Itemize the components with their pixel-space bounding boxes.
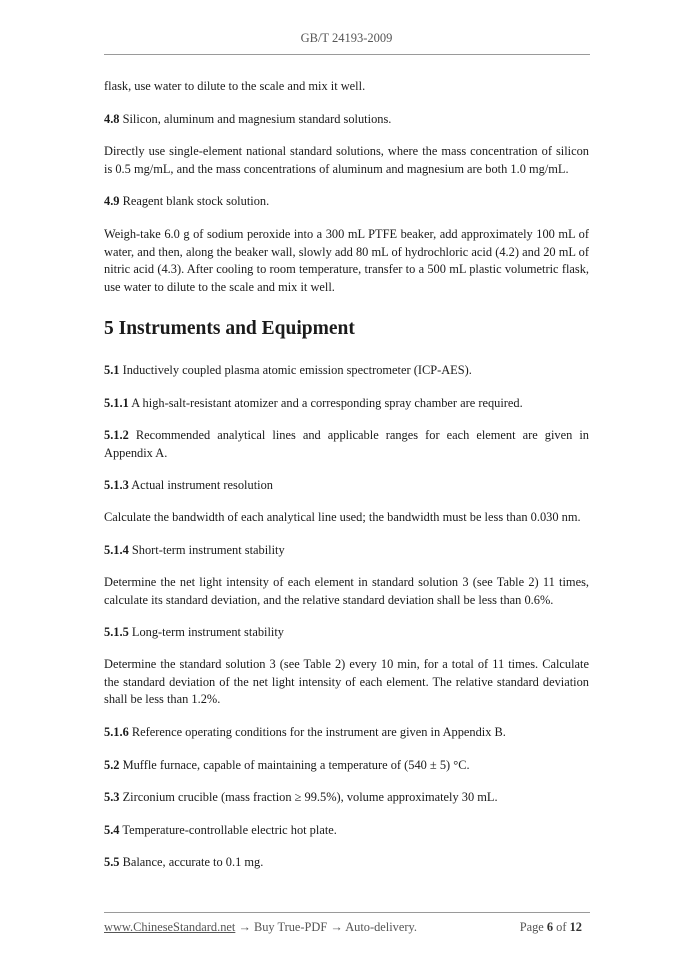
paragraph-bandwidth: Calculate the bandwidth of each analytical line used; the bandwidth must be less than 0.030 nm. bbox=[104, 510, 581, 524]
clause-number: 5.4 bbox=[104, 823, 120, 837]
arrow-icon: → bbox=[327, 920, 346, 934]
site-link[interactable]: www.ChineseStandard.net bbox=[104, 920, 236, 934]
paragraph-flask-dilution: flask, use water to dilute to the scale and mix it well. bbox=[104, 79, 366, 93]
clause-text: Silicon, aluminum and magnesium standard solutions. bbox=[119, 112, 392, 126]
clause-4-8 bbox=[104, 111, 589, 129]
page-of-label: of bbox=[553, 920, 570, 934]
page-label: Page bbox=[519, 920, 547, 934]
clause-number: 5.1.3 bbox=[104, 478, 129, 492]
clause-5-1-4 bbox=[104, 542, 589, 560]
page-footer bbox=[104, 920, 590, 935]
arrow-icon: → bbox=[235, 920, 254, 934]
clause-5-1-1 bbox=[104, 395, 589, 413]
clause-text: Balance, accurate to 0.1 mg. bbox=[119, 855, 264, 869]
clause-5-1-2 bbox=[104, 427, 589, 462]
clause-text: A high-salt-resistant atomizer and a corresponding spray chamber are required. bbox=[128, 396, 523, 410]
clause-5-2 bbox=[104, 757, 589, 775]
paragraph-long-term-stability: Determine the standard solution 3 (see Table 2) every 10 min, for a total of 11 times. Calculate the standard deviation of the net light intensity of each element. The relative standard deviation shall be less than 1.2%. bbox=[104, 657, 589, 707]
paragraph-blank-stock-preparation: Weigh-take 6.0 g of sodium peroxide into a 300 mL PTFE beaker, add approximately 100 mL of water, and then, along the beaker wall, slowly add 80 mL of hydrochloric acid (4.2) and 20 mL of nitric acid (4.3). After cooling to room temperature, transfer to a 500 mL plastic volumetric flask, use water to dilute to the scale and mix it well. bbox=[104, 227, 589, 294]
page-number bbox=[520, 920, 582, 935]
page-current: 6 bbox=[546, 920, 554, 934]
clause-5-4 bbox=[104, 822, 589, 840]
clause-5-3 bbox=[104, 789, 589, 807]
clause-number: 5.1.2 bbox=[104, 428, 129, 442]
clause-text: Muffle furnace, capable of maintaining a temperature of (540 ± 5) °C. bbox=[119, 758, 470, 772]
footer-divider bbox=[104, 912, 590, 913]
clause-5-1-3 bbox=[104, 477, 589, 495]
clause-number: 5.1.5 bbox=[104, 625, 129, 639]
clause-5-1 bbox=[104, 362, 589, 380]
clause-text: Actual instrument resolution bbox=[128, 478, 273, 492]
clause-text: Long-term instrument stability bbox=[128, 625, 284, 639]
clause-5-1-5 bbox=[104, 624, 589, 642]
document-header: GB/T 24193-2009 bbox=[300, 31, 393, 45]
page-total: 12 bbox=[569, 920, 582, 934]
clause-5-5 bbox=[104, 854, 589, 872]
clause-number: 4.9 bbox=[104, 194, 120, 208]
buy-true-pdf-link[interactable]: Buy True-PDF bbox=[253, 920, 328, 934]
section-heading: 5 Instruments and Equipment bbox=[104, 318, 355, 339]
clause-text: Reagent blank stock solution. bbox=[119, 194, 270, 208]
paragraph-short-term-stability: Determine the net light intensity of each element in standard solution 3 (see Table 2) 11 times, calculate its standard deviation, and the relative standard deviation shall be less than 0.6%. bbox=[104, 575, 589, 607]
clause-number: 4.8 bbox=[104, 112, 120, 126]
auto-delivery-text: Auto-delivery. bbox=[345, 920, 417, 934]
clause-number: 5.1 bbox=[104, 363, 120, 377]
clause-text: Short-term instrument stability bbox=[128, 543, 285, 557]
paragraph-standard-solutions: Directly use single-element national standard solutions, where the mass concentration of silicon is 0.5 mg/mL, and the mass concentrations of aluminum and magnesium are both 1.0 mg/mL. bbox=[104, 144, 589, 176]
clause-5-1-6 bbox=[104, 724, 589, 742]
clause-number: 5.1.1 bbox=[104, 396, 129, 410]
clause-text: Recommended analytical lines and applicable ranges for each element are given in Appendix A. bbox=[104, 428, 589, 460]
clause-text: Reference operating conditions for the instrument are given in Appendix B. bbox=[128, 725, 506, 739]
clause-4-9 bbox=[104, 193, 589, 211]
clause-text: Temperature-controllable electric hot plate. bbox=[119, 823, 337, 837]
clause-text: Inductively coupled plasma atomic emission spectrometer (ICP-AES). bbox=[119, 363, 472, 377]
clause-number: 5.2 bbox=[104, 758, 120, 772]
clause-number: 5.1.6 bbox=[104, 725, 129, 739]
header-divider bbox=[104, 54, 590, 55]
clause-number: 5.5 bbox=[104, 855, 120, 869]
clause-number: 5.1.4 bbox=[104, 543, 129, 557]
clause-text: Zirconium crucible (mass fraction ≥ 99.5%), volume approximately 30 mL. bbox=[119, 790, 498, 804]
clause-number: 5.3 bbox=[104, 790, 120, 804]
